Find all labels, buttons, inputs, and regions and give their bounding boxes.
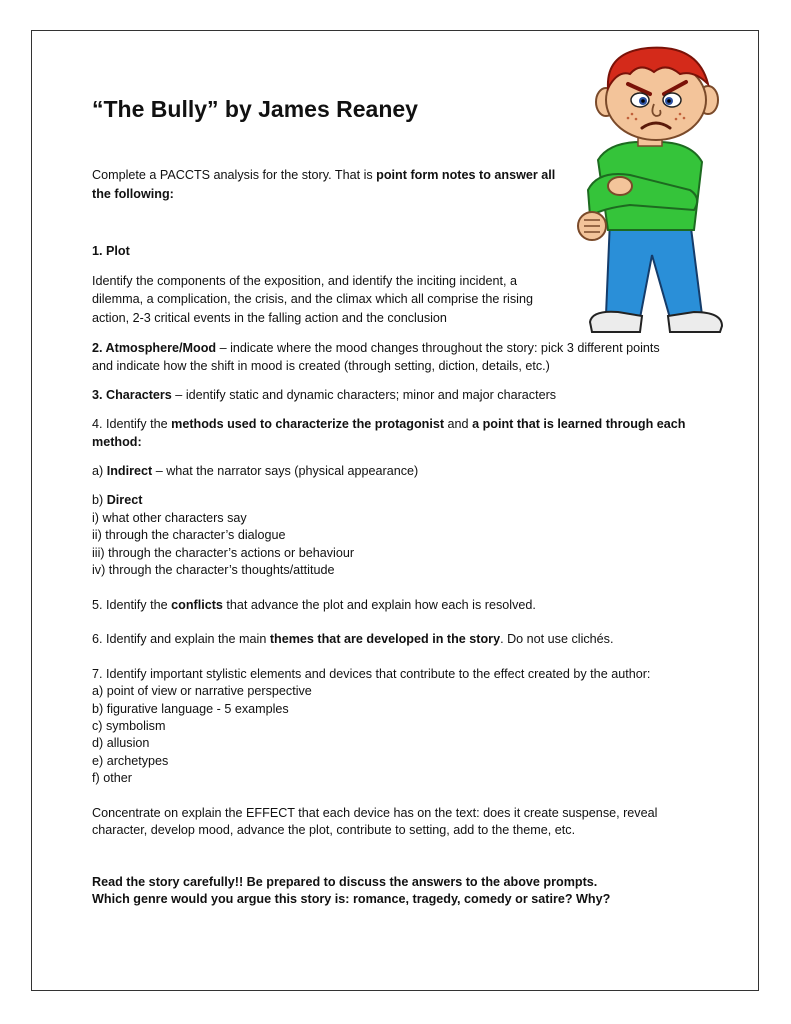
page-title: “The Bully” by James Reaney: [92, 96, 418, 122]
closing-line-2: Which genre would you argue this story is: romance, tragedy, comedy or satire? Why?: [92, 892, 611, 906]
stylistic-item: e) archetypes: [92, 754, 169, 768]
stylistic-item: b) figurative language - 5 examples: [92, 702, 289, 716]
characters-line: 3. Characters – identify static and dynamic characters; minor and major characters: [92, 388, 557, 402]
stylistic-heading: 7. Identify important stylistic elements and devices that contribute to the effect created by the author:: [92, 667, 651, 681]
stylistic-item: c) symbolism: [92, 719, 166, 733]
direct-item: i) what other characters say: [92, 511, 247, 525]
plot-line-3: action, 2-3 critical events in the falling action and the conclusion: [92, 311, 447, 325]
indirect-label: Indirect: [106, 464, 153, 478]
stylistic-item: d) allusion: [92, 736, 150, 750]
direct-item: iv) through the character’s thoughts/attitude: [92, 563, 335, 577]
stylistic-item: a) point of view or narrative perspective: [92, 684, 312, 698]
direct-item: iii) through the character’s actions or behaviour: [92, 546, 355, 560]
methods-line-1: 4. Identify the methods used to characterize the protagonist and a point that is learned through each: [92, 417, 686, 431]
stylistic-item: f) other: [92, 771, 132, 785]
intro-text: Complete a PACCTS analysis for the story. That is: [92, 168, 377, 182]
indirect-line: a) Indirect – what the narrator says (physical appearance): [92, 464, 419, 478]
mood-line-1: 2. Atmosphere/Mood – indicate where the mood changes throughout the story: pick 3 different points: [92, 341, 660, 355]
mood-label: 2. Atmosphere/Mood: [92, 341, 217, 355]
direct-label: Direct: [106, 493, 143, 507]
intro-bold-1: point form notes to answer all: [376, 168, 556, 182]
plot-line-1: Identify the components of the exposition, and identify the inciting incident, a: [92, 274, 517, 288]
closing-line-1: Read the story carefully!! Be prepared to discuss the answers to the above prompts.: [92, 875, 598, 889]
direct-item: ii) through the character’s dialogue: [92, 528, 286, 542]
plot-heading: 1. Plot: [92, 244, 130, 258]
intro-line-1: [92, 167, 555, 184]
effect-line-1: Concentrate on explain the EFFECT that each device has on the text: does it create suspense, reveal: [92, 806, 658, 820]
effect-line-2: character, develop mood, advance the plot, contribute to setting, add to the theme, etc.: [92, 823, 576, 837]
methods-line-2: method:: [92, 435, 142, 449]
mood-line-2: and indicate how the shift in mood is created (through setting, diction, details, etc.): [92, 359, 550, 373]
characters-label: 3. Characters: [92, 388, 172, 402]
angry-boy-illustration: [570, 40, 730, 340]
direct-line: b) Direct: [92, 493, 143, 507]
themes-line: 6. Identify and explain the main themes that are developed in the story. Do not use clichés.: [92, 632, 614, 646]
conflicts-line: 5. Identify the conflicts that advance the plot and explain how each is resolved.: [92, 598, 536, 612]
plot-line-2: dilemma, a complication, the crisis, and the climax which all comprise the rising: [92, 292, 533, 306]
intro-bold-2: the following:: [92, 187, 174, 201]
intro-line-2: [92, 186, 174, 203]
